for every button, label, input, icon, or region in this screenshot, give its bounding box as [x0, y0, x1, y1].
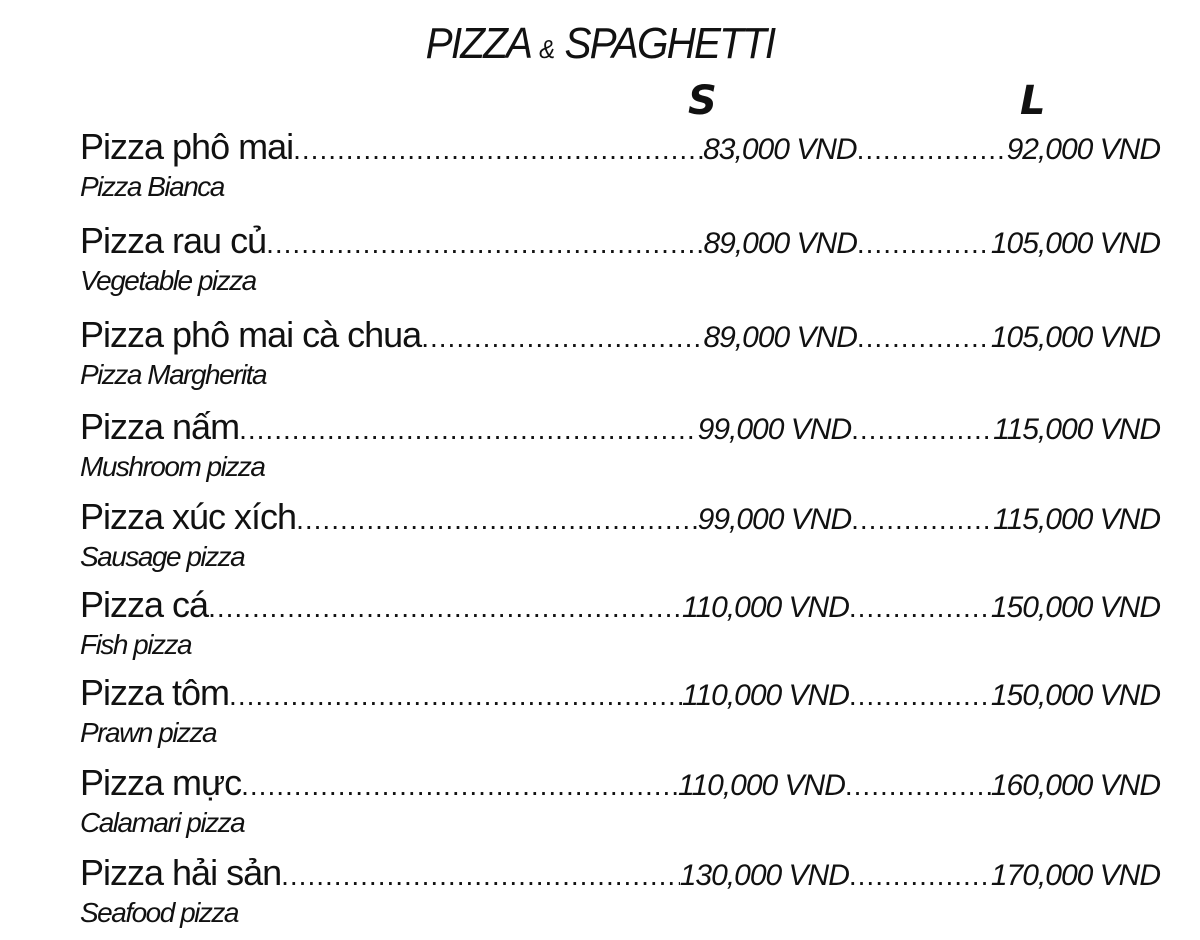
title-pizza: PIZZA [425, 19, 530, 68]
dot-leader [229, 673, 682, 719]
menu-item-row [80, 850, 1160, 896]
item-name-en: Seafood pizza [80, 897, 238, 928]
dot-leader [293, 127, 703, 173]
menu-item-row [80, 218, 1160, 264]
dot-leader [857, 315, 991, 361]
menu-item-prawn [80, 670, 1160, 750]
item-name-vn: Pizza rau củ [80, 220, 267, 261]
item-name-vn: Pizza cá [80, 584, 209, 625]
item-name-en: Mushroom pizza [80, 451, 265, 482]
item-name-en: Prawn pizza [80, 717, 217, 748]
price-large: 115,000 VND [993, 503, 1160, 536]
price-large: 150,000 VND [990, 591, 1160, 624]
item-name-vn: Pizza nấm [80, 406, 240, 447]
dot-leader [239, 407, 698, 453]
price-small: 99,000 VND [697, 413, 852, 446]
item-name-en: Pizza Margherita [80, 359, 267, 390]
menu-item-calamari [80, 760, 1160, 840]
item-name-en: Pizza Bianca [80, 171, 224, 202]
item-name-vn: Pizza xúc xích [80, 496, 297, 537]
dot-leader [851, 497, 993, 543]
menu-item-row [80, 582, 1160, 628]
dot-leader [857, 127, 1007, 173]
dot-leader [849, 853, 991, 899]
dot-leader [296, 497, 698, 543]
dot-leader [849, 585, 991, 631]
dot-leader [851, 407, 993, 453]
price-large: 150,000 VND [990, 679, 1160, 712]
price-small: 110,000 VND [677, 769, 845, 802]
dot-leader [208, 585, 682, 631]
item-name-en: Calamari pizza [80, 807, 245, 838]
dot-leader [421, 315, 703, 361]
menu-title [48, 14, 1152, 74]
menu-item-sausage [80, 494, 1160, 574]
item-name-en: Vegetable pizza [80, 265, 256, 296]
menu-item-mushroom [80, 404, 1160, 484]
price-large: 105,000 VND [990, 321, 1160, 354]
menu-item-row [80, 760, 1160, 806]
menu-item-seafood [80, 850, 1160, 930]
dot-leader [281, 853, 680, 899]
menu-item-row [80, 312, 1160, 358]
title-spaghetti: SPAGHETTI [564, 19, 775, 68]
dot-leader [266, 221, 703, 267]
price-large: 105,000 VND [990, 227, 1160, 260]
price-small: 89,000 VND [703, 321, 857, 354]
dot-leader [241, 763, 678, 809]
item-name-en: Fish pizza [80, 629, 192, 660]
item-name-vn: Pizza phô mai [80, 126, 294, 167]
price-small: 99,000 VND [697, 503, 852, 536]
menu-item-margherita [80, 312, 1160, 392]
price-large: 92,000 VND [1006, 133, 1160, 166]
item-name-vn: Pizza tôm [80, 672, 230, 713]
item-name-vn: Pizza hải sản [80, 852, 282, 893]
item-name-en: Sausage pizza [80, 541, 245, 572]
price-large: 160,000 VND [990, 769, 1160, 802]
dot-leader [845, 763, 991, 809]
price-large: 115,000 VND [993, 413, 1160, 446]
size-header-large: L [1020, 78, 1046, 124]
price-small: 89,000 VND [703, 227, 857, 260]
menu-item-vegetable [80, 218, 1160, 298]
title-ampersand: & [539, 34, 556, 64]
price-small: 83,000 VND [703, 133, 857, 166]
dot-leader [849, 673, 991, 719]
menu-item-fish [80, 582, 1160, 662]
price-small: 130,000 VND [679, 859, 849, 892]
price-small: 110,000 VND [681, 679, 849, 712]
price-small: 110,000 VND [681, 591, 849, 624]
dot-leader [857, 221, 991, 267]
menu-item-pizza-bianca [80, 124, 1160, 204]
menu-item-row [80, 670, 1160, 716]
size-header-small: S [688, 78, 717, 124]
price-large: 170,000 VND [990, 859, 1160, 892]
item-name-vn: Pizza mực [80, 762, 242, 803]
menu-item-row [80, 404, 1160, 450]
item-name-vn: Pizza phô mai cà chua [80, 314, 422, 355]
menu-item-row [80, 124, 1160, 170]
menu-item-row [80, 494, 1160, 540]
